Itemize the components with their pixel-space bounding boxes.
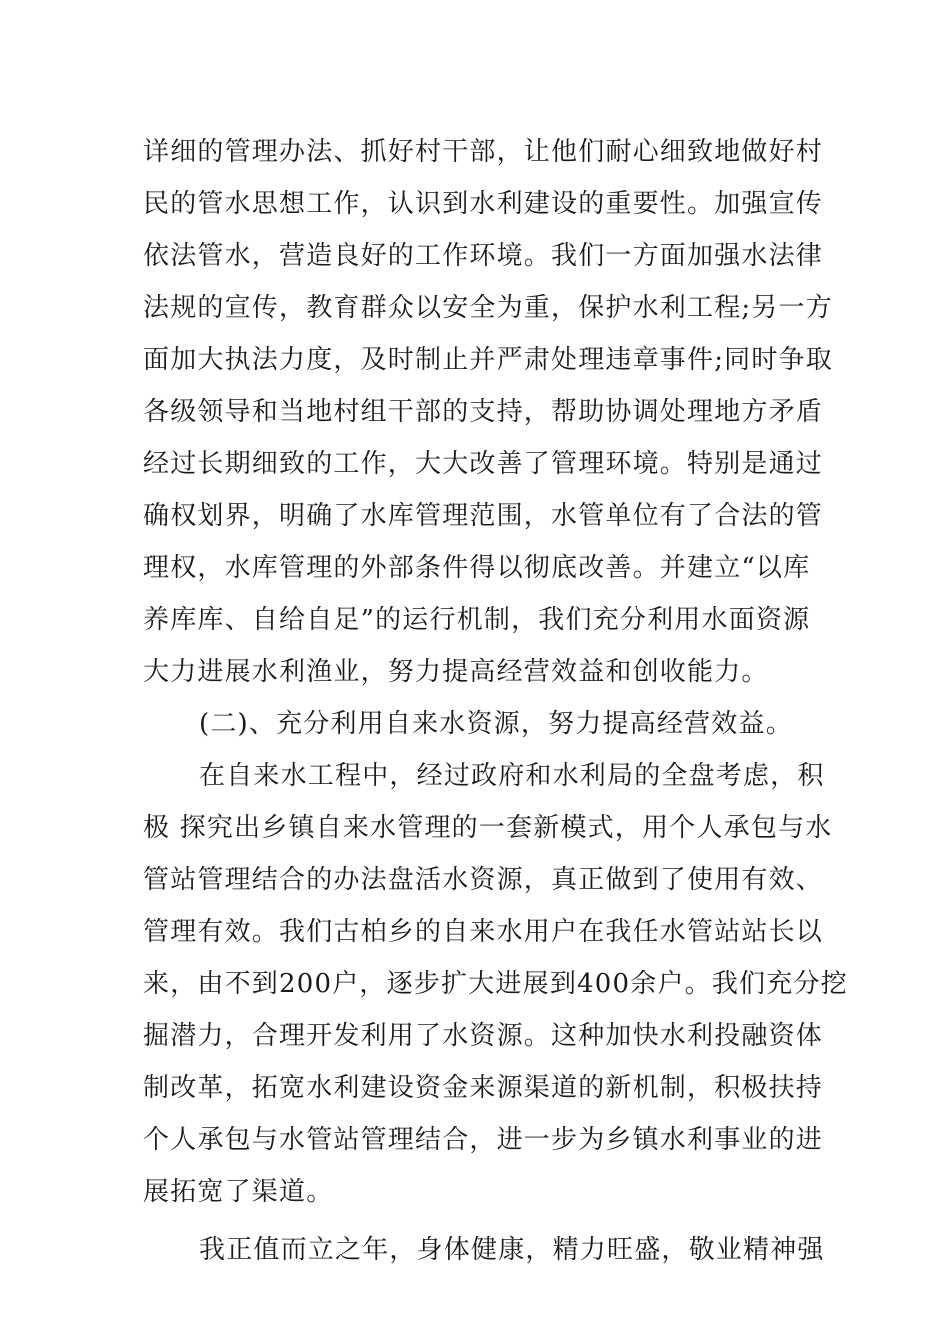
- text-line-21: 展拓宽了渠道。: [143, 1177, 334, 1207]
- text-line-2: 民的管水思想工作，认识到水利建设的重要性。加强宣传: [143, 189, 824, 219]
- text-line-22: 我正值而立之年，身体健康，精力旺盛，敬业精神强: [199, 1235, 825, 1265]
- text-line-16: 管理有效。我们古柏乡的自来水用户在我任水管站站长以: [143, 917, 824, 947]
- text-line-3: 依法管水，营造良好的工作环境。我们一方面加强水法律: [143, 241, 824, 271]
- text-line-9: 理权，水库管理的外部条件得以彻底改善。并建立“以库: [143, 553, 811, 583]
- text-line-7: 经过长期细致的工作，大大改善了管理环境。特别是通过: [143, 449, 824, 479]
- text-line-15: 管站管理结合的办法盘活水资源，真正做到了使用有效、: [143, 865, 824, 895]
- text-line-6: 各级领导和当地村组干部的支持，帮助协调处理地方矛盾: [143, 397, 824, 427]
- text-line-11: 大力进展水利渔业，努力提高经营效益和创收能力。: [143, 657, 769, 687]
- text-line-14: 极 探究出乡镇自来水管理的一套新模式，用个人承包与水: [143, 813, 833, 843]
- text-line-8: 确权划界，明确了水库管理范围，水管单位有了合法的管: [143, 501, 824, 531]
- section-heading: (二)、充分利用自来水资源，努力提高经营效益。: [199, 709, 793, 739]
- text-line-4: 法规的宣传，教育群众以安全为重，保护水利工程;另一方: [143, 293, 833, 323]
- text-line-5: 面加大执法力度，及时制止并严肃处理违章事件;同时争取: [143, 345, 833, 375]
- text-line-20: 个人承包与水管站管理结合，进一步为乡镇水利事业的进: [143, 1125, 824, 1155]
- text-line-13: 在自来水工程中，经过政府和水利局的全盘考虑，积: [199, 761, 825, 791]
- text-line-10: 养库库、自给自足”的运行机制，我们充分利用水面资源: [143, 605, 811, 635]
- body-text: [143, 126, 848, 1276]
- text-line-17: 来，由不到200户，逐步扩大进展到400余户。我们充分挖: [143, 969, 848, 999]
- text-line-1: 详细的管理办法、抓好村干部，让他们耐心细致地做好村: [143, 137, 824, 167]
- text-line-18: 掘潜力，合理开发利用了水资源。这种加快水利投融资体: [143, 1021, 824, 1051]
- text-line-19: 制改革，拓宽水利建设资金来源渠道的新机制，积极扶持: [143, 1073, 824, 1103]
